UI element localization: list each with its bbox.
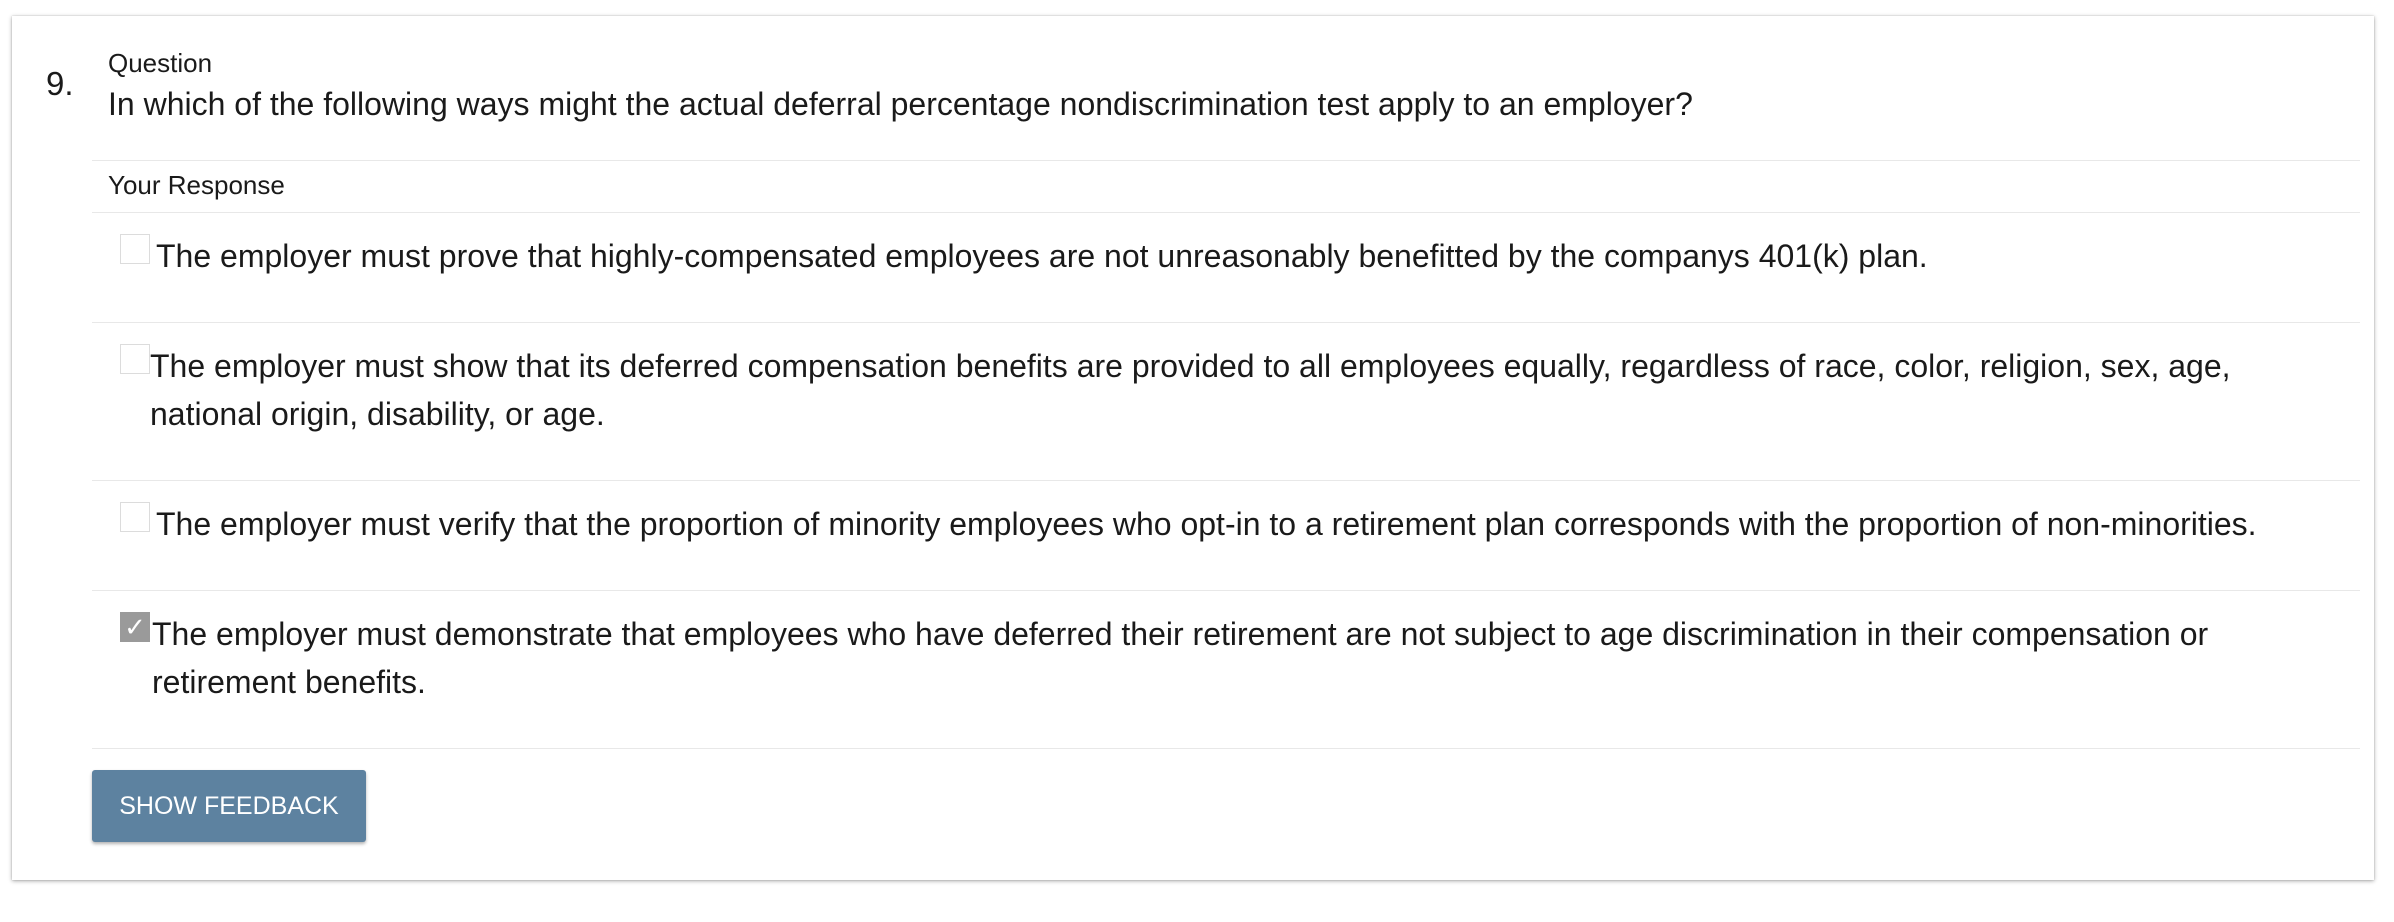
your-response-label: Your Response <box>108 170 285 200</box>
question-text: In which of the following ways might the actual deferral percentage nondiscrimination test apply to an employer? <box>108 86 1693 122</box>
option-2-text-line-1: The employer must show that its deferred compensation benefits are provided to all employees equally, regardless of race, color, religion, sex, age, <box>150 348 2231 384</box>
show-feedback-button[interactable]: SHOW FEEDBACK <box>92 770 366 842</box>
option-1-text: The employer must prove that highly-compensated employees are not unreasonably benefitted by the companys 401(k) plan. <box>156 238 1928 274</box>
divider <box>92 748 2360 749</box>
question-number: 9. <box>46 65 74 102</box>
answer-option-2[interactable] <box>108 342 2348 438</box>
question-label: Question <box>108 48 213 78</box>
answer-option-1[interactable] <box>108 232 2348 280</box>
divider <box>92 590 2360 591</box>
option-2-text-line-2: national origin, disability, or age. <box>150 396 605 432</box>
answer-option-3[interactable] <box>108 500 2348 548</box>
answer-option-4[interactable] <box>108 610 2348 706</box>
option-4-text-line-2: retirement benefits. <box>152 664 426 700</box>
divider <box>92 480 2360 481</box>
divider <box>92 160 2360 161</box>
option-3-checkbox[interactable] <box>120 502 150 532</box>
option-2-checkbox[interactable] <box>120 344 150 374</box>
option-1-checkbox[interactable] <box>120 234 150 264</box>
question-card <box>12 16 2374 880</box>
question-header <box>108 46 2348 124</box>
divider <box>92 322 2360 323</box>
option-4-checkbox-checked[interactable]: ✓ <box>120 612 150 642</box>
option-4-text-line-1: The employer must demonstrate that employees who have deferred their retirement are not subject to age discrimination in their compensation or <box>152 616 2209 652</box>
divider <box>92 212 2360 213</box>
option-3-text: The employer must verify that the proportion of minority employees who opt-in to a retirement plan corresponds with the proportion of non-minorities. <box>156 506 2257 542</box>
